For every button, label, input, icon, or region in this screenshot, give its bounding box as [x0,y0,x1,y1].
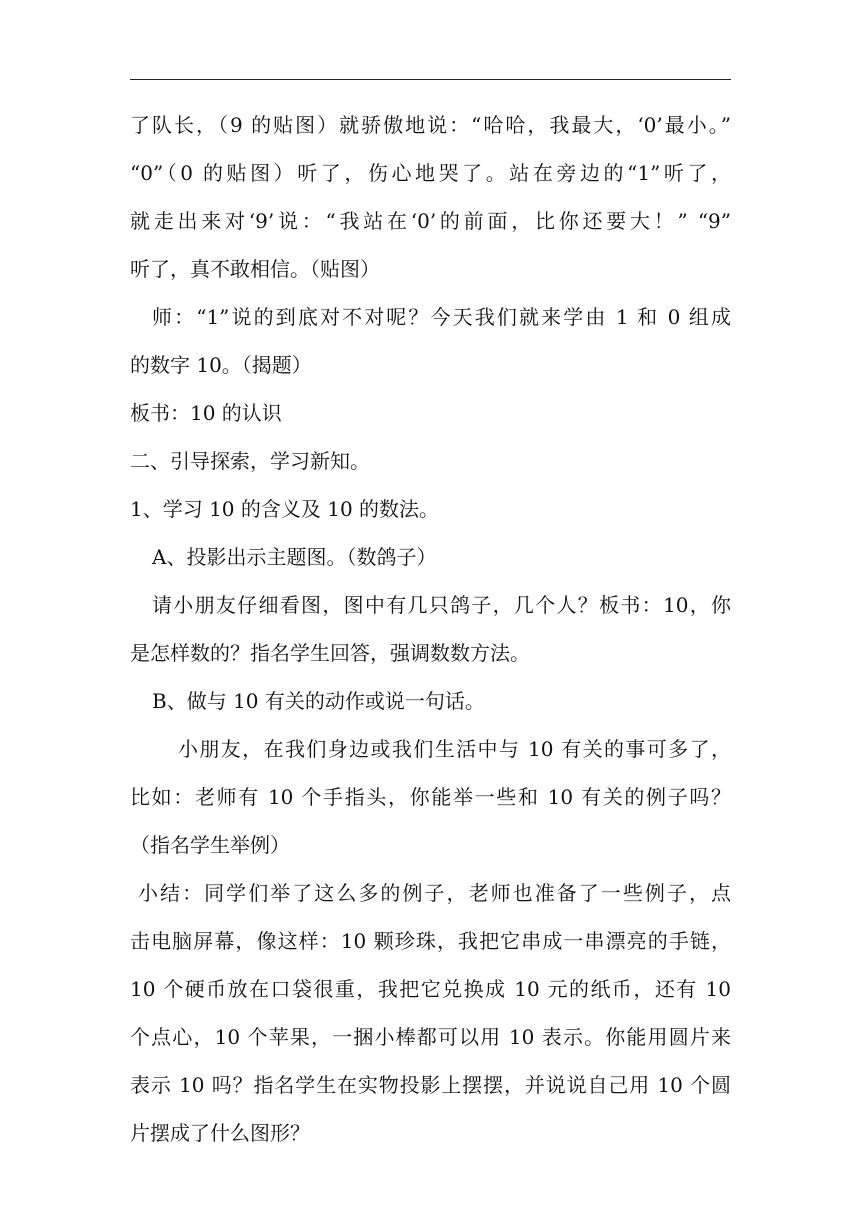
text-line: 师：“1”说的到底对不对呢？今天我们就来学由 1 和 0 组成 [152,305,731,329]
text-line: 击电脑屏幕，像这样：10 颗珍珠，我把它串成一串漂亮的手链， [130,929,731,953]
document-body [130,101,731,1157]
text-line: 就走出来对‘9’说：“我站在‘0’的前面，比你还要大！” “9” [130,209,731,233]
text-line: 表示 10 吗？指名学生在实物投影上摆摆，并说说自己用 10 个圆 [130,1073,731,1097]
text-line: 个点心，10 个苹果，一捆小棒都可以用 10 表示。你能用圆片来 [130,1025,731,1049]
text-line: 的数字 10。（揭题） [130,353,312,377]
text-line: 片摆成了什么图形？ [130,1121,310,1145]
text-line: 听了，真不敢相信。（贴图） [130,257,380,281]
text-line: “0”（0 的贴图）听了，伤心地哭了。站在旁边的“1”听了， [130,161,731,185]
text-line: 了队长，（9 的贴图）就骄傲地说：“哈哈，我最大，‘0’最小。” [130,113,731,137]
text-line: 二、引导探索，学习新知。 [130,449,370,473]
text-line: 请小朋友仔细看图，图中有几只鸽子，几个人？板书：10，你 [152,593,731,617]
text-line: 小结：同学们举了这么多的例子，老师也准备了一些例子，点 [138,881,731,905]
text-line: （指名学生举例） [130,833,290,857]
text-line: B、做与 10 有关的动作或说一句话。 [152,689,485,713]
text-line: 板书：10 的认识 [130,401,282,425]
text-line: A、投影出示主题图。（数鸽子） [152,545,437,569]
text-line: 10 个硬币放在口袋很重，我把它兑换成 10 元的纸币，还有 10 [130,977,731,1001]
text-line: 小朋友，在我们身边或我们生活中与 10 有关的事可多了， [178,737,731,761]
header-rule [130,79,731,80]
text-line: 是怎样数的？指名学生回答，强调数数方法。 [130,641,530,665]
text-line: 比如：老师有 10 个手指头，你能举一些和 10 有关的例子吗？ [130,785,731,809]
text-line: 1、学习 10 的含义及 10 的数法。 [130,497,440,521]
